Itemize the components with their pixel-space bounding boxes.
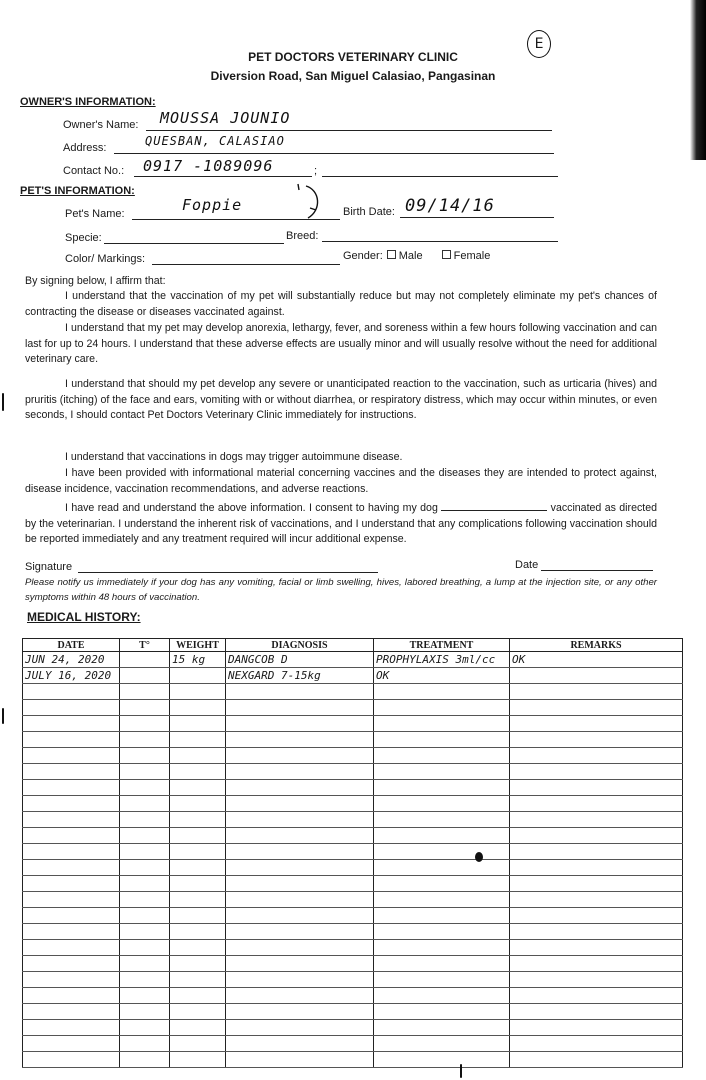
table-row — [23, 972, 683, 988]
col-remarks: REMARKS — [510, 639, 683, 652]
table-cell[interactable] — [120, 876, 170, 892]
table-cell[interactable] — [170, 748, 226, 764]
scan-edge-shadow — [690, 0, 706, 160]
table-cell[interactable] — [226, 732, 374, 748]
consent-intro: By signing below, I affirm that: — [25, 275, 166, 287]
table-cell[interactable] — [23, 1052, 120, 1068]
table-cell[interactable] — [226, 988, 374, 1004]
table-cell[interactable] — [226, 956, 374, 972]
table-cell[interactable] — [510, 1052, 683, 1068]
table-cell[interactable] — [226, 844, 374, 860]
table-cell[interactable] — [510, 716, 683, 732]
table-cell[interactable] — [374, 956, 510, 972]
table-cell[interactable] — [23, 796, 120, 812]
table-cell[interactable] — [170, 780, 226, 796]
scan-mark — [2, 393, 4, 411]
table-cell[interactable] — [226, 796, 374, 812]
birth-date-line — [400, 217, 554, 218]
table-cell[interactable] — [120, 1020, 170, 1036]
consent-paragraph-3: I understand that should my pet develop any severe or unanticipated reaction to the vaccination, such as urticaria (hives) and pruritis (itching) of the face and ears, vomiting with or without diarrhea, or respiratory distress, which may occur within minutes, or even seconds, I should contact Pet Doctors Veterinary Clinic immediately for instructions. — [25, 378, 657, 421]
col-weight: WEIGHT — [170, 639, 226, 652]
table-cell[interactable] — [374, 908, 510, 924]
table-cell[interactable] — [23, 876, 120, 892]
table-cell[interactable] — [374, 972, 510, 988]
table-cell[interactable] — [170, 940, 226, 956]
table-row — [23, 892, 683, 908]
table-row — [23, 1052, 683, 1068]
female-label: Female — [453, 250, 491, 262]
table-cell[interactable] — [23, 956, 120, 972]
table-cell[interactable] — [374, 780, 510, 796]
table-cell[interactable] — [23, 700, 120, 716]
owner-section-title: OWNER'S INFORMATION: — [20, 96, 156, 108]
table-cell[interactable] — [120, 1036, 170, 1052]
table-cell[interactable] — [510, 844, 683, 860]
color-line — [152, 264, 340, 265]
table-cell[interactable]: 15 kg — [170, 652, 226, 668]
table-cell[interactable] — [510, 1020, 683, 1036]
breed-line — [322, 241, 558, 242]
table-cell[interactable] — [23, 780, 120, 796]
table-cell[interactable] — [374, 844, 510, 860]
table-cell[interactable] — [23, 764, 120, 780]
table-cell[interactable] — [226, 748, 374, 764]
table-cell[interactable] — [170, 700, 226, 716]
table-cell[interactable] — [226, 940, 374, 956]
table-cell[interactable] — [374, 1036, 510, 1052]
table-row — [23, 684, 683, 700]
date-label: Date — [515, 559, 539, 571]
table-cell[interactable]: DANGCOB D — [226, 652, 374, 668]
table-cell[interactable] — [170, 876, 226, 892]
table-cell[interactable] — [120, 908, 170, 924]
table-cell[interactable] — [120, 684, 170, 700]
table-row — [23, 988, 683, 1004]
table-cell[interactable] — [170, 972, 226, 988]
medical-history-title: MEDICAL HISTORY: — [27, 610, 141, 624]
table-cell[interactable] — [374, 796, 510, 812]
pet-section-title: PET'S INFORMATION: — [20, 185, 135, 197]
table-cell[interactable] — [170, 1036, 226, 1052]
table-row — [23, 748, 683, 764]
table-row — [23, 1020, 683, 1036]
form-letter-stamp: E — [527, 30, 551, 58]
table-cell[interactable] — [226, 1036, 374, 1052]
table-cell[interactable] — [374, 876, 510, 892]
table-cell[interactable]: OK — [374, 668, 510, 684]
contact-label: Contact No.: — [63, 165, 125, 177]
table-cell[interactable] — [170, 892, 226, 908]
consent-paragraph-5: I have been provided with informational material concerning vaccines and the diseases they are intended to protect against, disease incidence, vaccination recommendations, and adverse reactions. — [25, 467, 657, 495]
table-cell[interactable] — [226, 924, 374, 940]
table-row — [23, 924, 683, 940]
table-cell[interactable] — [510, 988, 683, 1004]
table-cell[interactable] — [120, 1052, 170, 1068]
consent-paragraph-4: I understand that vaccinations in dogs may trigger autoimmune disease. — [65, 451, 403, 463]
table-row — [23, 652, 683, 668]
table-cell[interactable] — [120, 892, 170, 908]
table-row — [23, 828, 683, 844]
table-cell[interactable]: JULY 16, 2020 — [23, 668, 120, 684]
table-cell[interactable]: OK — [510, 652, 683, 668]
table-cell[interactable] — [226, 1004, 374, 1020]
table-cell[interactable] — [374, 700, 510, 716]
table-cell[interactable] — [510, 796, 683, 812]
table-cell[interactable] — [120, 956, 170, 972]
table-cell[interactable] — [374, 988, 510, 1004]
owner-name-label: Owner's Name: — [63, 119, 139, 131]
table-cell[interactable] — [170, 828, 226, 844]
table-cell[interactable] — [170, 764, 226, 780]
signature-line[interactable] — [78, 572, 378, 573]
table-cell[interactable] — [374, 748, 510, 764]
birth-date-value[interactable]: 09/14/16 — [405, 196, 495, 216]
table-cell[interactable] — [120, 764, 170, 780]
table-cell[interactable] — [170, 668, 226, 684]
table-cell[interactable] — [226, 716, 374, 732]
birth-date-label: Birth Date: — [343, 206, 395, 218]
table-row — [23, 940, 683, 956]
table-cell[interactable] — [226, 1052, 374, 1068]
table-cell[interactable] — [510, 1004, 683, 1020]
color-label: Color/ Markings: — [65, 253, 146, 265]
table-cell[interactable] — [510, 732, 683, 748]
table-cell[interactable] — [170, 796, 226, 812]
table-cell[interactable] — [170, 988, 226, 1004]
table-cell[interactable] — [23, 924, 120, 940]
scan-mark — [460, 1064, 462, 1078]
table-cell[interactable] — [374, 1004, 510, 1020]
table-cell[interactable] — [374, 812, 510, 828]
table-cell[interactable] — [374, 924, 510, 940]
table-cell[interactable] — [374, 716, 510, 732]
contact-line — [134, 176, 312, 177]
table-cell[interactable] — [510, 668, 683, 684]
table-cell[interactable] — [120, 972, 170, 988]
dog-name-blank[interactable] — [441, 501, 547, 511]
table-cell[interactable] — [120, 732, 170, 748]
table-cell[interactable] — [510, 972, 683, 988]
specie-line — [104, 243, 284, 244]
table-cell[interactable] — [510, 908, 683, 924]
table-cell[interactable] — [23, 716, 120, 732]
table-cell[interactable] — [374, 1052, 510, 1068]
table-cell[interactable] — [510, 700, 683, 716]
table-cell[interactable] — [226, 860, 374, 876]
table-cell[interactable] — [120, 716, 170, 732]
table-cell[interactable] — [374, 892, 510, 908]
table-cell[interactable]: NEXGARD 7-15kg — [226, 668, 374, 684]
table-cell[interactable] — [374, 828, 510, 844]
table-cell[interactable] — [170, 732, 226, 748]
table-cell[interactable] — [374, 764, 510, 780]
table-cell[interactable] — [120, 844, 170, 860]
table-cell[interactable] — [226, 812, 374, 828]
table-cell[interactable] — [120, 668, 170, 684]
table-cell[interactable] — [510, 828, 683, 844]
table-cell[interactable] — [510, 940, 683, 956]
table-row — [23, 764, 683, 780]
table-row — [23, 812, 683, 828]
pen-scribble-mark — [290, 180, 330, 222]
table-cell[interactable] — [374, 684, 510, 700]
table-cell[interactable] — [23, 1004, 120, 1020]
table-cell[interactable]: JUN 24, 2020 — [23, 652, 120, 668]
table-cell[interactable] — [226, 828, 374, 844]
table-cell[interactable] — [510, 956, 683, 972]
notify-notice: Please notify us immediately if your dog has any vomiting, facial or limb swelling, hives, labored breathing, a lump at the injection site, or any other symptoms within 48 hours of vaccination. — [25, 577, 657, 603]
table-row — [23, 908, 683, 924]
table-cell[interactable] — [120, 812, 170, 828]
table-cell[interactable] — [170, 716, 226, 732]
table-cell[interactable] — [510, 684, 683, 700]
table-cell[interactable] — [170, 1052, 226, 1068]
gender-label: Gender: — [343, 250, 383, 262]
table-cell[interactable] — [226, 764, 374, 780]
pet-name-value[interactable]: Foppie — [182, 196, 243, 214]
table-cell[interactable] — [170, 956, 226, 972]
col-treatment: TREATMENT — [374, 639, 510, 652]
table-cell[interactable] — [510, 924, 683, 940]
table-cell[interactable] — [226, 876, 374, 892]
table-cell[interactable] — [510, 748, 683, 764]
table-row — [23, 876, 683, 892]
owner-name-line — [146, 130, 552, 131]
table-cell[interactable] — [23, 1020, 120, 1036]
owner-address-line — [114, 153, 554, 154]
table-cell[interactable] — [374, 940, 510, 956]
table-cell[interactable] — [170, 812, 226, 828]
table-cell[interactable] — [374, 1020, 510, 1036]
clinic-name: PET DOCTORS VETERINARY CLINIC — [248, 50, 458, 64]
table-row — [23, 700, 683, 716]
consent-paragraph-2: I understand that my pet may develop anorexia, lethargy, fever, and soreness within a few hours following vaccination and can last for up to 24 hours. I understand that these adverse effects are usually minor and will usually resolve without the need for additional veterinary care. — [25, 322, 657, 365]
contact-line-2 — [322, 176, 558, 177]
table-cell[interactable] — [510, 892, 683, 908]
clinic-address: Diversion Road, San Miguel Calasiao, Pangasinan — [210, 69, 496, 83]
table-cell[interactable] — [120, 860, 170, 876]
owner-address-value[interactable]: QUESBAN, CALASIAO — [145, 134, 285, 148]
ink-speck — [475, 852, 483, 862]
table-cell[interactable] — [226, 700, 374, 716]
table-cell[interactable] — [120, 748, 170, 764]
table-cell[interactable] — [23, 828, 120, 844]
table-cell[interactable] — [120, 780, 170, 796]
owner-name-value[interactable]: MOUSSA JOUNIO — [160, 109, 291, 127]
table-cell[interactable] — [120, 700, 170, 716]
table-cell[interactable] — [23, 844, 120, 860]
table-cell[interactable]: PROPHYLAXIS 3ml/cc — [374, 652, 510, 668]
date-line[interactable] — [541, 570, 653, 571]
table-cell[interactable] — [120, 652, 170, 668]
table-row — [23, 844, 683, 860]
male-label: Male — [398, 250, 423, 262]
table-cell[interactable] — [23, 860, 120, 876]
table-row — [23, 780, 683, 796]
table-cell[interactable] — [120, 940, 170, 956]
table-cell[interactable] — [23, 940, 120, 956]
table-cell[interactable] — [120, 828, 170, 844]
table-cell[interactable] — [226, 972, 374, 988]
table-cell[interactable] — [23, 684, 120, 700]
table-row — [23, 732, 683, 748]
table-cell[interactable] — [170, 1004, 226, 1020]
table-cell[interactable] — [23, 892, 120, 908]
table-cell[interactable] — [374, 732, 510, 748]
consent-paragraph-1: I understand that the vaccination of my pet will substantially reduce but may not completely eliminate my pet's chances of contracting the disease or diseases vaccinated against. — [25, 290, 657, 318]
table-cell[interactable] — [510, 812, 683, 828]
table-row — [23, 860, 683, 876]
scan-mark — [2, 708, 4, 724]
table-cell[interactable] — [226, 780, 374, 796]
col-diagnosis: DIAGNOSIS — [226, 639, 374, 652]
table-cell[interactable] — [23, 748, 120, 764]
table-cell[interactable] — [23, 972, 120, 988]
table-cell[interactable] — [170, 860, 226, 876]
table-cell[interactable] — [170, 908, 226, 924]
table-cell[interactable] — [120, 796, 170, 812]
male-checkbox[interactable] — [387, 250, 396, 259]
table-cell[interactable] — [120, 988, 170, 1004]
table-row — [23, 668, 683, 684]
table-cell[interactable] — [226, 1020, 374, 1036]
table-cell[interactable] — [226, 892, 374, 908]
table-cell[interactable] — [510, 1036, 683, 1052]
table-cell[interactable] — [23, 988, 120, 1004]
consent-paragraph-6: I have read and understand the above information. I consent to having my dog vaccinated as directed by the veterinarian. I understand the inherent risk of vaccinations, and I understand that any complications following vaccination should be reported immediately and any treatment required will incur additional expense. — [25, 502, 657, 545]
table-cell[interactable] — [170, 844, 226, 860]
table-row — [23, 1004, 683, 1020]
female-checkbox[interactable] — [442, 250, 451, 259]
table-cell[interactable] — [170, 1020, 226, 1036]
specie-label: Specie: — [65, 232, 102, 244]
contact-value[interactable]: 0917 -1089096 — [143, 157, 274, 175]
table-cell[interactable] — [23, 732, 120, 748]
col-temperature: T° — [120, 639, 170, 652]
table-cell[interactable] — [226, 684, 374, 700]
col-date: DATE — [23, 639, 120, 652]
table-cell[interactable] — [510, 764, 683, 780]
table-cell[interactable] — [226, 908, 374, 924]
contact-separator: ; — [314, 165, 318, 177]
owner-address-label: Address: — [63, 142, 107, 154]
table-cell[interactable] — [510, 780, 683, 796]
table-cell[interactable] — [120, 1004, 170, 1020]
table-cell[interactable] — [170, 924, 226, 940]
gender-field — [343, 250, 490, 262]
table-row — [23, 1036, 683, 1052]
table-header-row — [23, 639, 683, 652]
medical-history-table — [22, 638, 683, 1068]
table-cell[interactable] — [120, 924, 170, 940]
table-cell[interactable] — [510, 876, 683, 892]
table-cell[interactable] — [374, 860, 510, 876]
table-cell[interactable] — [170, 684, 226, 700]
table-cell[interactable] — [23, 908, 120, 924]
breed-label: Breed: — [286, 230, 319, 242]
table-row — [23, 716, 683, 732]
table-cell[interactable] — [510, 860, 683, 876]
table-row — [23, 956, 683, 972]
table-cell[interactable] — [23, 1036, 120, 1052]
table-row — [23, 796, 683, 812]
signature-label: Signature — [25, 561, 73, 573]
pet-name-label: Pet's Name: — [65, 208, 125, 220]
table-cell[interactable] — [23, 812, 120, 828]
